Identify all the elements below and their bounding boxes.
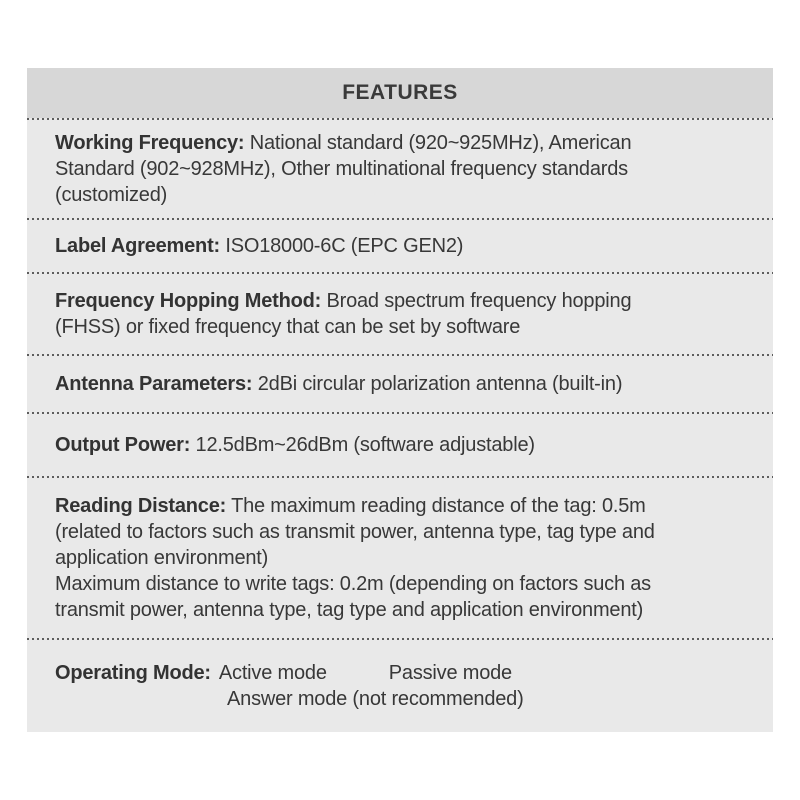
- feature-line: (FHSS) or fixed frequency that can be set by software: [55, 316, 521, 338]
- feature-label: Working Frequency:: [55, 132, 245, 154]
- feature-row-reading-distance: [27, 478, 773, 638]
- feature-label: Antenna Parameters:: [55, 373, 253, 395]
- feature-line: [55, 660, 749, 686]
- feature-line: [55, 233, 749, 259]
- feature-row-operating-mode: [27, 640, 773, 732]
- operating-mode-active: Active mode: [218, 662, 327, 684]
- feature-line: (customized): [55, 184, 168, 206]
- feature-text: 12.5dBm~26dBm (software adjustable): [190, 434, 535, 456]
- operating-mode-passive: Passive mode: [388, 662, 512, 684]
- feature-text: 2dBi circular polarization antenna (built-in): [252, 373, 623, 395]
- feature-line: [55, 493, 749, 519]
- feature-line: [55, 130, 749, 156]
- feature-text: Broad spectrum frequency hopping: [321, 290, 632, 312]
- feature-line: (related to factors such as transmit power, antenna type, tag type and: [55, 521, 655, 543]
- feature-line: Maximum distance to write tags: 0.2m (depending on factors such as: [55, 573, 651, 595]
- feature-text: The maximum reading distance of the tag: 0.5m: [226, 495, 646, 517]
- feature-row-frequency-hopping: [27, 274, 773, 354]
- feature-label: Frequency Hopping Method:: [55, 290, 322, 312]
- feature-row-output-power: [27, 414, 773, 476]
- feature-line: application environment): [55, 547, 269, 569]
- page-title: FEATURES: [342, 81, 458, 104]
- feature-line: Standard (902~928MHz), Other multinational frequency standards: [55, 158, 628, 180]
- features-body: [27, 118, 773, 732]
- feature-text: National standard (920~925MHz), American: [244, 132, 632, 154]
- feature-line: [55, 288, 749, 314]
- feature-row-label-agreement: [27, 220, 773, 272]
- feature-line: [55, 371, 749, 397]
- feature-text: ISO18000-6C (EPC GEN2): [219, 235, 464, 257]
- feature-label: Operating Mode:: [55, 662, 211, 684]
- feature-line: [55, 432, 749, 458]
- feature-label: Reading Distance:: [55, 495, 227, 517]
- feature-row-working-frequency: [27, 120, 773, 218]
- features-header-band: [27, 68, 773, 118]
- operating-mode-answer: Answer mode (not recommended): [227, 688, 524, 710]
- features-panel: [27, 68, 773, 732]
- feature-label: Label Agreement:: [55, 235, 220, 257]
- feature-label: Output Power:: [55, 434, 191, 456]
- feature-row-antenna-parameters: [27, 356, 773, 412]
- feature-line: transmit power, antenna type, tag type and application environment): [55, 599, 644, 621]
